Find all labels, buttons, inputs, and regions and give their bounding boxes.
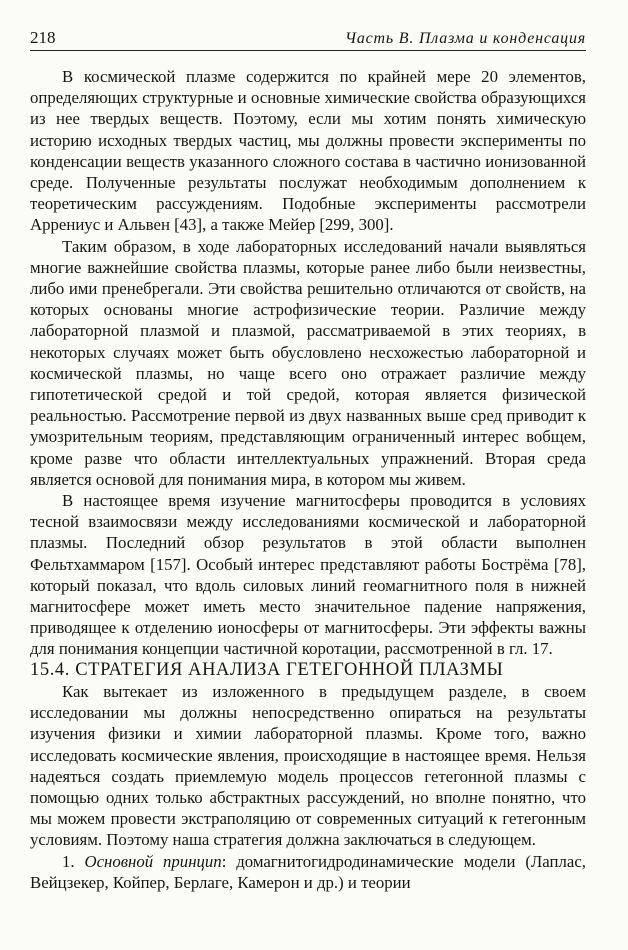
principle-number: 1. bbox=[62, 851, 75, 871]
section-title: 15.4. СТРАТЕГИЯ АНАЛИЗА ГЕТЕГОННОЙ ПЛАЗМЫ bbox=[30, 659, 504, 680]
main-text bbox=[30, 66, 586, 893]
principle-text: : домагнитогидродинамические модели (Лаплас, Вейцзекер, Койпер, Берлаге, Камерон и др.) и теории bbox=[30, 851, 586, 892]
paragraph: В настоящее время изучение магнитосферы проводится в условиях тесной взаимосвязи между исследованиями космической и лабораторной плазмы. Последний обзор результатов в этой области выполнен Фельтхаммаром [157]. Особый интерес представляют работы Бострёма [78], который показал, что вдоль силовых линий геомагнитного поля в нижней магнитосфере может иметь место значительное падение напряжения, приводящее к отделению ионосферы от магнитосферы. Эти эффекты важны для понимания концепции частичной коротации, рассмотренной в гл. 17. bbox=[30, 491, 586, 659]
paragraph: Таким образом, в ходе лабораторных исследований начали выявляться многие важнейшие свойства плазмы, которые ранее либо были неизвестны, либо ими пренебрегали. Эти свойства решительно отличаются от свойств, на которых основаны многие астрофизические теории. Различие между лабораторной плазмой и плазмой, рассматриваемой в этих теориях, в некоторых случаях может быть обусловлено несхожестью лабораторной и космической плазмы, но чаще всего оно отражает различие между гипотетической средой и той средой, которая является физической реальностью. Рассмотрение первой из двух названных выше сред приводит к умозрительным теориям, представляющим ограниченный интерес вобщем, кроме разве что области интеллектуальных упражнений. Вторая среда является основой для понимания мира, в котором мы живем. bbox=[30, 236, 586, 489]
principle-label: Основной принцип bbox=[84, 851, 222, 871]
running-title: Часть В. Плазма и конденсация bbox=[345, 30, 586, 47]
page-header bbox=[30, 28, 586, 51]
paragraph: Как вытекает из изложенного в предыдущем разделе, в своем исследовании мы должны непосредственно опираться на результаты изучения физики и химии лабораторной плазмы. Кроме того, важно исследовать космические явления, происходящие в настоящее время. Нельзя надеяться создать приемлемую модель процессов гетегонной плазмы с помощью одних только абстрактных рассуждений, но вполне понятно, что мы можем провести экстраполяцию от современных ситуаций к гетегонным условиям. Поэтому наша стратегия должна заключаться в следующем. bbox=[30, 681, 586, 850]
page-number: 218 bbox=[30, 28, 56, 47]
paragraph: В космической плазме содержится по крайней мере 20 элементов, определяющих структурные и основные химические свойства образующихся из нее твердых веществ. Поэтому, если мы хотим понять химическую историю исходных твердых частиц, мы должны провести эксперименты по конденсации веществ указанного сложного состава в частично ионизованной среде. Полученные результаты послужат необходимым дополнением к теоретическим рассуждениям. Подобные эксперименты рассмотрели Аррениус и Альвен [43], а также Мейер [299, 300]. bbox=[30, 67, 586, 235]
principle-paragraph bbox=[30, 851, 586, 893]
